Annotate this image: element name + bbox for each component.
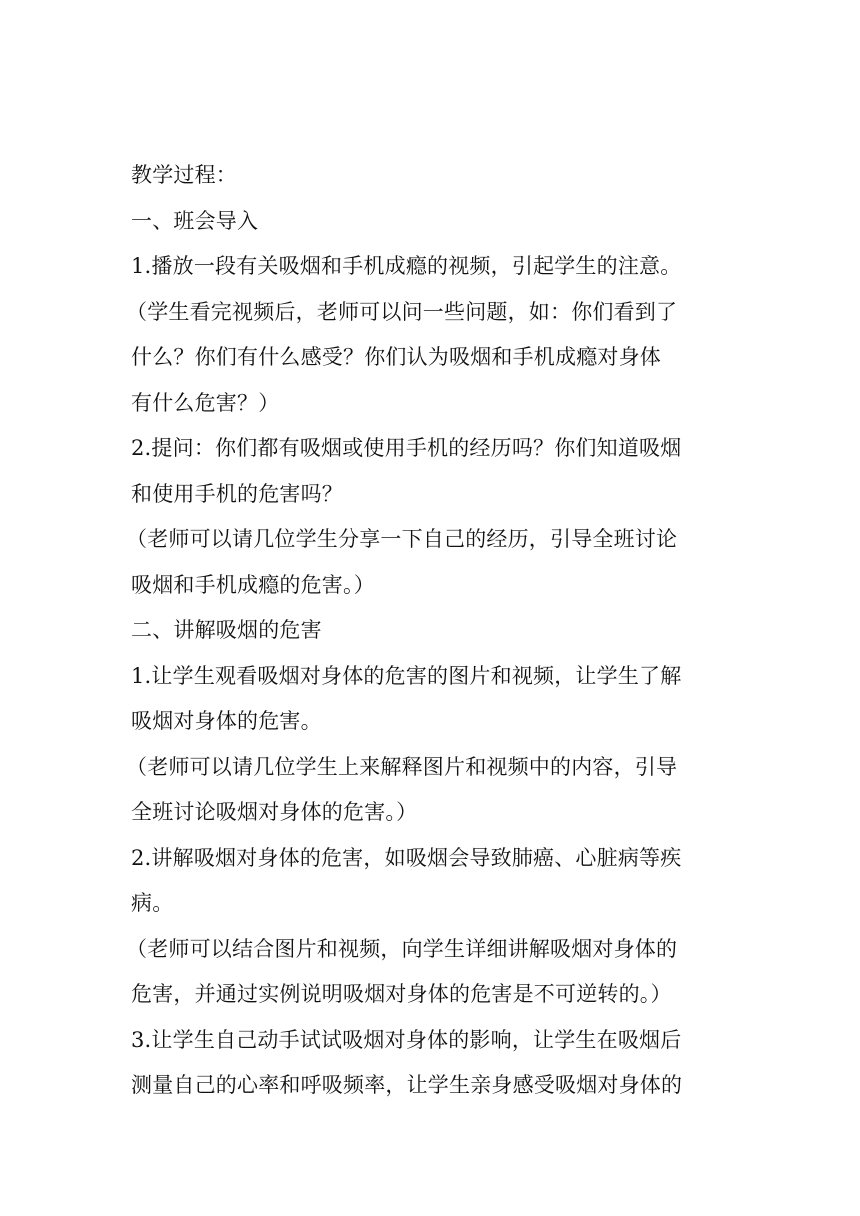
paragraph-line: 吸烟对身体的危害。 — [131, 709, 322, 733]
paragraph-line: 1.播放一段有关吸烟和手机成瘾的视频，引起学生的注意。 — [131, 254, 682, 278]
paragraph-line: （老师可以请几位学生上来解释图片和视频中的内容，引导 — [126, 754, 678, 779]
section-heading-2: 二、讲解吸烟的危害 — [131, 618, 322, 642]
paragraph-line: （老师可以结合图片和视频，向学生详细讲解吸烟对身体的 — [126, 936, 678, 961]
paragraph-line: 什么？你们有什么感受？你们认为吸烟和手机成瘾对身体 — [131, 345, 661, 369]
paragraph-line: 病。 — [131, 891, 174, 915]
paragraph-line: 全班讨论吸烟对身体的危害。） — [131, 800, 418, 824]
heading-teaching-process: 教学过程： — [131, 163, 237, 187]
paragraph-line: 2.提问：你们都有吸烟或使用手机的经历吗？你们知道吸烟 — [131, 436, 682, 460]
paragraph-line: （老师可以请几位学生分享一下自己的经历，引导全班讨论 — [126, 527, 678, 551]
paragraph-line: （学生看完视频后，老师可以问一些问题，如：你们看到了 — [126, 299, 678, 324]
document-page — [126, 153, 731, 1109]
paragraph-line: 测量自己的心率和呼吸频率，让学生亲身感受吸烟对身体的 — [131, 1073, 683, 1097]
paragraph-line: 2.讲解吸烟对身体的危害，如吸烟会导致肺癌、心脏病等疾 — [131, 845, 682, 870]
paragraph-line: 3.让学生自己动手试试吸烟对身体的影响，让学生在吸烟后 — [131, 1027, 682, 1052]
section-heading-1: 一、班会导入 — [131, 208, 259, 233]
paragraph-line: 吸烟和手机成瘾的危害。） — [131, 572, 375, 597]
paragraph-line: 和使用手机的危害吗？ — [131, 481, 343, 506]
paragraph-line: 1.让学生观看吸烟对身体的危害的图片和视频，让学生了解 — [131, 663, 682, 688]
paragraph-line: 危害，并通过实例说明吸烟对身体的危害是不可逆转的。） — [131, 982, 672, 1006]
paragraph-line: 有什么危害？） — [131, 390, 280, 415]
